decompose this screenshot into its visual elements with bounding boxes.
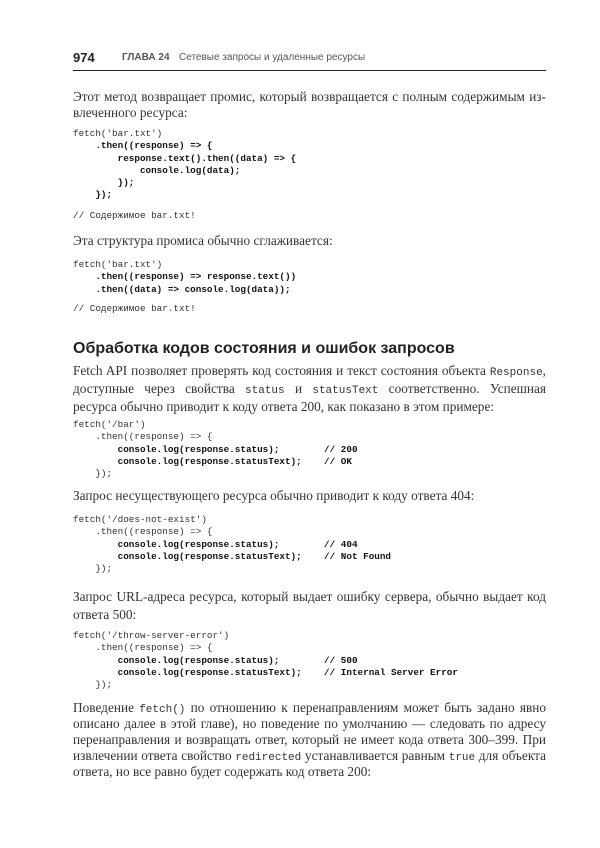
code-line: fetch('bar.txt') bbox=[73, 259, 163, 270]
code-line: }); bbox=[73, 177, 135, 189]
text-line bbox=[73, 89, 546, 105]
text-run: извлечении ответа свойство bbox=[73, 748, 236, 763]
text-line bbox=[73, 398, 546, 416]
code-line: console.log(response.status); // 404 bbox=[73, 538, 358, 550]
text-line bbox=[73, 105, 546, 121]
code-line: // Содержимое bar.txt! bbox=[73, 303, 196, 314]
code-line: response.text().then((data) => { bbox=[73, 152, 297, 164]
code-line: fetch('bar.txt') bbox=[73, 128, 163, 139]
code-line: .then((response) => { bbox=[73, 526, 213, 538]
paragraph bbox=[73, 362, 546, 416]
text-line bbox=[73, 764, 546, 780]
code-line: console.log(data); bbox=[73, 164, 241, 176]
code-line: fetch('/throw-server-error') bbox=[73, 630, 230, 641]
paragraph bbox=[73, 232, 546, 250]
code-block bbox=[73, 259, 546, 296]
text-line bbox=[73, 700, 546, 716]
text-run: описано далее в этой главе), но поведение по умолчанию — следовать по адресу bbox=[73, 716, 546, 731]
paragraph bbox=[73, 89, 546, 121]
text-run: ответа, но все равно будет содержать код ответа 200: bbox=[73, 764, 372, 779]
code-line: .then((response) => response.text()) bbox=[73, 271, 297, 283]
code-line: fetch('/does-not-exist') bbox=[73, 514, 207, 525]
code-line: .then((response) => { bbox=[73, 140, 213, 152]
running-header bbox=[73, 50, 546, 66]
text-run: доступные через свойства bbox=[73, 381, 246, 396]
chapter-label: ГЛАВА 24 bbox=[122, 52, 170, 63]
code-line: fetch('/bar') bbox=[73, 419, 146, 430]
text-run: , bbox=[542, 363, 546, 378]
code-line: console.log(response.statusText); // Not Found bbox=[73, 550, 392, 562]
header-rule bbox=[73, 70, 546, 71]
paragraph bbox=[73, 700, 546, 780]
text-line bbox=[73, 588, 546, 606]
text-run: Поведение bbox=[73, 700, 140, 715]
text-line bbox=[73, 748, 546, 764]
text-run: соответственно. Успешная bbox=[388, 381, 546, 396]
inline-code: fetch() bbox=[139, 704, 186, 716]
text-run: Запрос URL-адреса ресурса, который выдает ошибку сервера, обычно выдает код bbox=[73, 589, 546, 604]
page-number: 974 bbox=[73, 50, 95, 65]
text-run: ответа 500: bbox=[73, 607, 137, 622]
text-line bbox=[73, 380, 546, 398]
code-line: .then((data) => console.log(data)); bbox=[73, 283, 291, 295]
text-line bbox=[73, 232, 546, 250]
text-line bbox=[73, 606, 546, 624]
inline-code: status bbox=[245, 385, 285, 397]
text-run: влеченного ресурса: bbox=[73, 105, 188, 120]
text-run: по отношению к перенаправлениям может быть задано явно bbox=[190, 700, 546, 715]
code-line: console.log(response.status); // 200 bbox=[73, 443, 358, 455]
code-block bbox=[73, 630, 546, 691]
code-block bbox=[73, 514, 546, 575]
code-line: }); bbox=[73, 189, 113, 201]
inline-code: Response bbox=[489, 367, 543, 379]
code-block bbox=[73, 303, 546, 315]
text-line bbox=[73, 732, 546, 748]
text-run: Этот метод возвращает промис, который возвращается с полным содержимым из- bbox=[73, 89, 546, 104]
text-line bbox=[73, 362, 546, 380]
text-run: перенаправления и возвращать ответ, который не имеет кода ответа 300–399. При bbox=[73, 732, 546, 747]
inline-code: redirected bbox=[235, 752, 302, 764]
text-line bbox=[73, 487, 546, 505]
text-run: для объекта bbox=[475, 748, 546, 763]
code-line: }); bbox=[73, 468, 113, 480]
code-line: console.log(response.statusText); // Internal Server Error bbox=[73, 666, 458, 678]
paragraph bbox=[73, 588, 546, 624]
text-line bbox=[73, 716, 546, 732]
inline-code: true bbox=[448, 752, 476, 764]
code-block bbox=[73, 419, 546, 480]
inline-code: statusText bbox=[312, 385, 379, 397]
code-line: }); bbox=[73, 563, 113, 575]
section-heading: Обработка кодов состояния и ошибок запросов bbox=[73, 340, 455, 357]
text-run: устанавливается равным bbox=[301, 748, 449, 763]
code-block bbox=[73, 210, 546, 222]
code-line: console.log(response.statusText); // OK bbox=[73, 455, 352, 467]
text-run: и bbox=[284, 381, 313, 396]
chapter-title: Сетевые запросы и удаленные ресурсы bbox=[179, 52, 366, 63]
paragraph bbox=[73, 487, 546, 505]
text-run: ресурса обычно приводит к коду ответа 200, как показано в этом примере: bbox=[73, 399, 495, 414]
code-line: console.log(response.status); // 500 bbox=[73, 654, 358, 666]
code-line: // Содержимое bar.txt! bbox=[73, 210, 196, 221]
code-block bbox=[73, 128, 546, 202]
code-line: }); bbox=[73, 679, 113, 691]
text-run: Эта структура промиса обычно сглаживается: bbox=[73, 233, 333, 248]
text-run: Запрос несуществующего ресурса обычно приводит к коду ответа 404: bbox=[73, 488, 475, 503]
code-line: .then((response) => { bbox=[73, 431, 213, 443]
code-line: .then((response) => { bbox=[73, 642, 213, 654]
text-run: Fetch API позволяет проверять код состояния и текст состояния объекта bbox=[73, 363, 490, 378]
